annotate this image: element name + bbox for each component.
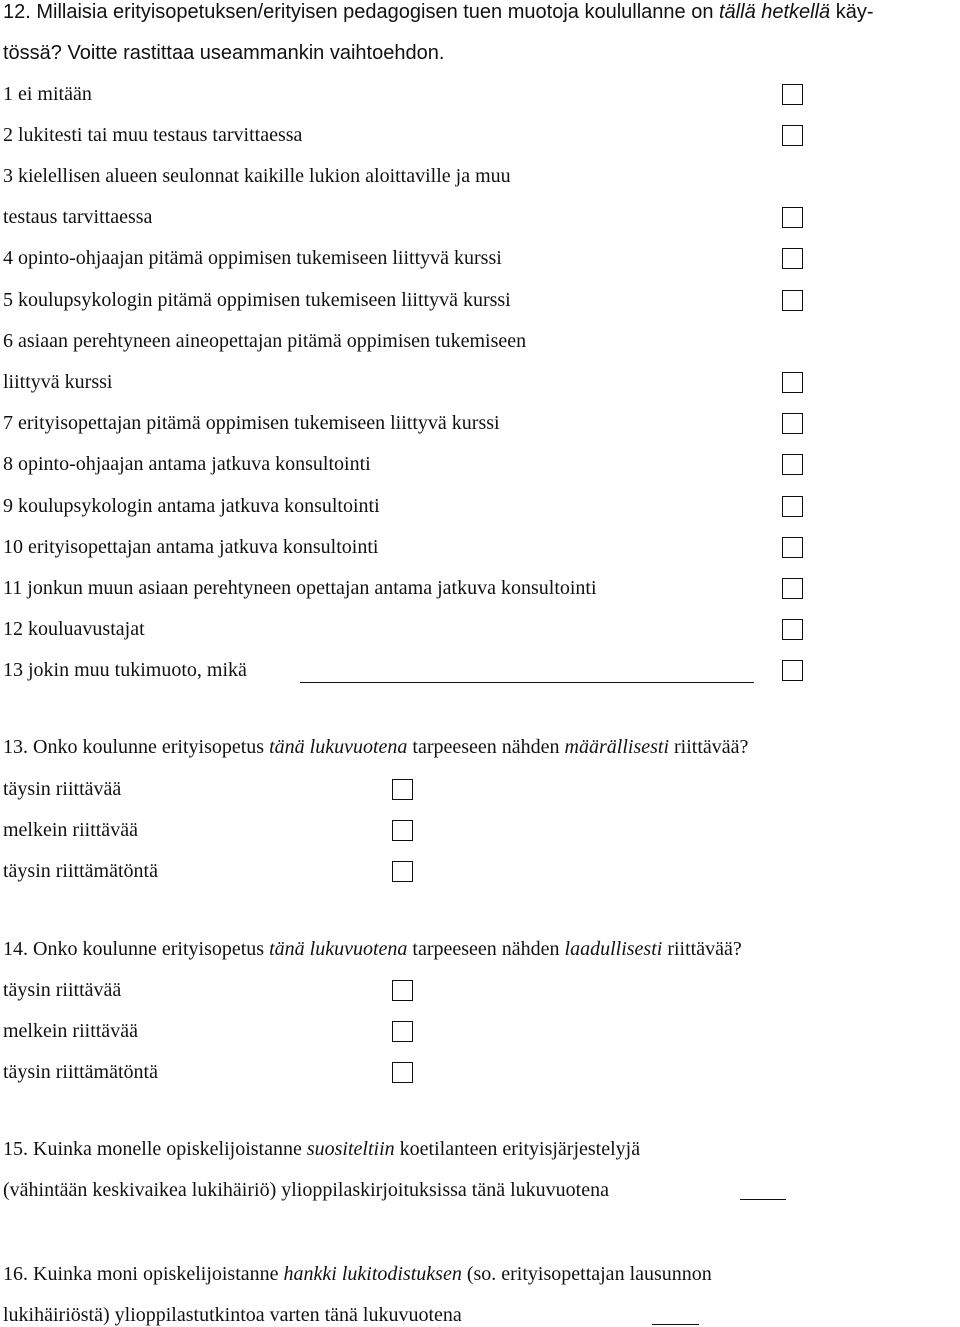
q12-option-10-label: 10 erityisopettajan antama jatkuva konsultointi [3, 536, 379, 558]
q13-heading-emphasis-2: määrällisesti [564, 736, 669, 758]
q14-heading-emphasis-2: laadullisesti [564, 938, 663, 960]
q12-option-3-label-line2: testaus tarvittaessa [3, 206, 153, 228]
q12-option-1-label: 1 ei mitään [3, 83, 92, 105]
q12-option-9-checkbox[interactable] [782, 496, 803, 517]
q14-heading-text-end: riittävää? [662, 938, 742, 960]
q13-heading-text-middle: tarpeeseen nähden [407, 736, 565, 758]
q14-option-3-checkbox[interactable] [392, 1062, 413, 1083]
q12-option-11-checkbox[interactable] [782, 578, 803, 599]
q15-answer-line[interactable] [740, 1199, 786, 1200]
q12-option-3-checkbox[interactable] [782, 207, 803, 228]
q12-option-11-label: 11 jonkun muun asiaan perehtyneen opettajan antama jatkuva konsultointi [3, 577, 597, 599]
q14-heading-text-middle: tarpeeseen nähden [407, 938, 565, 960]
q13-option-3-label: täysin riittämätöntä [3, 860, 158, 882]
q14-option-1-label: täysin riittävää [3, 979, 122, 1001]
q12-option-2-checkbox[interactable] [782, 125, 803, 146]
q13-heading-emphasis-1: tänä lukuvuotena [269, 736, 408, 758]
q16-heading-text: 16. Kuinka moni opiskelijoistanne [3, 1263, 284, 1285]
q12-option-8-checkbox[interactable] [782, 454, 803, 475]
q13-option-1-label: täysin riittävää [3, 778, 122, 800]
q15-heading-text-end: koetilanteen erityisjärjestelyjä [394, 1138, 641, 1160]
q12-option-6-label-line2: liittyvä kurssi [3, 371, 113, 393]
q14-option-3-label: täysin riittämätöntä [3, 1061, 158, 1083]
q12-option-3-label-line1: 3 kielellisen alueen seulonnat kaikille lukion aloittaville ja muu [3, 165, 511, 187]
q16-heading-line2: lukihäiriöstä) ylioppilastutkintoa varten tänä lukuvuotena [3, 1304, 462, 1326]
q12-option-2-label: 2 lukitesti tai muu testaus tarvittaessa [3, 124, 303, 146]
q14-option-2-label: melkein riittävää [3, 1020, 138, 1042]
q13-option-2-label: melkein riittävää [3, 819, 138, 841]
q12-option-4-label: 4 opinto-ohjaajan pitämä oppimisen tukemiseen liittyvä kurssi [3, 247, 502, 269]
q12-option-9-label: 9 koulupsykologin antama jatkuva konsultointi [3, 495, 380, 517]
q12-option-13-label: 13 jokin muu tukimuoto, mikä [3, 659, 247, 681]
q12-option-7-checkbox[interactable] [782, 413, 803, 434]
q12-heading-emphasis: tällä hetkellä [719, 1, 831, 23]
q14-heading-text: 14. Onko koulunne erityisopetus [3, 938, 270, 960]
q13-heading [3, 735, 748, 759]
q15-heading-text: 15. Kuinka monelle opiskelijoistanne [3, 1138, 307, 1160]
q16-heading-text-end: (so. erityisopettajan lausunnon [461, 1263, 712, 1285]
q14-option-2-checkbox[interactable] [392, 1021, 413, 1042]
q15-heading-line2: (vähintään keskivaikea lukihäiriö) ylioppilaskirjoituksissa tänä lukuvuotena [3, 1179, 609, 1201]
q12-option-13-checkbox[interactable] [782, 660, 803, 681]
q12-heading-line2: tössä? Voitte rastittaa useammankin vaihtoehdon. [3, 42, 445, 64]
q12-option-7-label: 7 erityisopettajan pitämä oppimisen tukemiseen liittyvä kurssi [3, 412, 500, 434]
q12-option-6-label-line1: 6 asiaan perehtyneen aineopettajan pitämä oppimisen tukemiseen [3, 330, 527, 352]
q14-heading [3, 937, 742, 961]
q13-option-2-checkbox[interactable] [392, 820, 413, 841]
q12-option-12-checkbox[interactable] [782, 619, 803, 640]
q15-heading-emphasis: suositeltiin [306, 1138, 395, 1160]
q12-option-12-label: 12 kouluavustajat [3, 618, 145, 640]
q12-option-5-checkbox[interactable] [782, 290, 803, 311]
q12-option-1-checkbox[interactable] [782, 84, 803, 105]
q13-option-1-checkbox[interactable] [392, 779, 413, 800]
q16-heading-line1 [3, 1262, 712, 1286]
q14-heading-emphasis-1: tänä lukuvuotena [269, 938, 408, 960]
q12-option-10-checkbox[interactable] [782, 537, 803, 558]
q12-option-13-fill-in-line[interactable] [300, 682, 754, 683]
q13-heading-text: 13. Onko koulunne erityisopetus [3, 736, 270, 758]
q16-heading-emphasis: hankki lukitodistuksen [283, 1263, 462, 1285]
q12-heading-line1 [3, 0, 874, 24]
q12-heading-text: 12. Millaisia erityisopetuksen/erityisen pedagogisen tuen muotoja koulullanne on [3, 1, 719, 23]
q12-heading-text-end: käy- [830, 1, 874, 23]
q14-option-1-checkbox[interactable] [392, 980, 413, 1001]
q12-option-5-label: 5 koulupsykologin pitämä oppimisen tukemiseen liittyvä kurssi [3, 289, 511, 311]
q12-option-4-checkbox[interactable] [782, 248, 803, 269]
q12-option-6-checkbox[interactable] [782, 372, 803, 393]
q13-option-3-checkbox[interactable] [392, 861, 413, 882]
q12-option-8-label: 8 opinto-ohjaajan antama jatkuva konsultointi [3, 453, 371, 475]
q16-answer-line[interactable] [652, 1324, 699, 1325]
q15-heading-line1 [3, 1137, 640, 1161]
q13-heading-text-end: riittävää? [669, 736, 749, 758]
